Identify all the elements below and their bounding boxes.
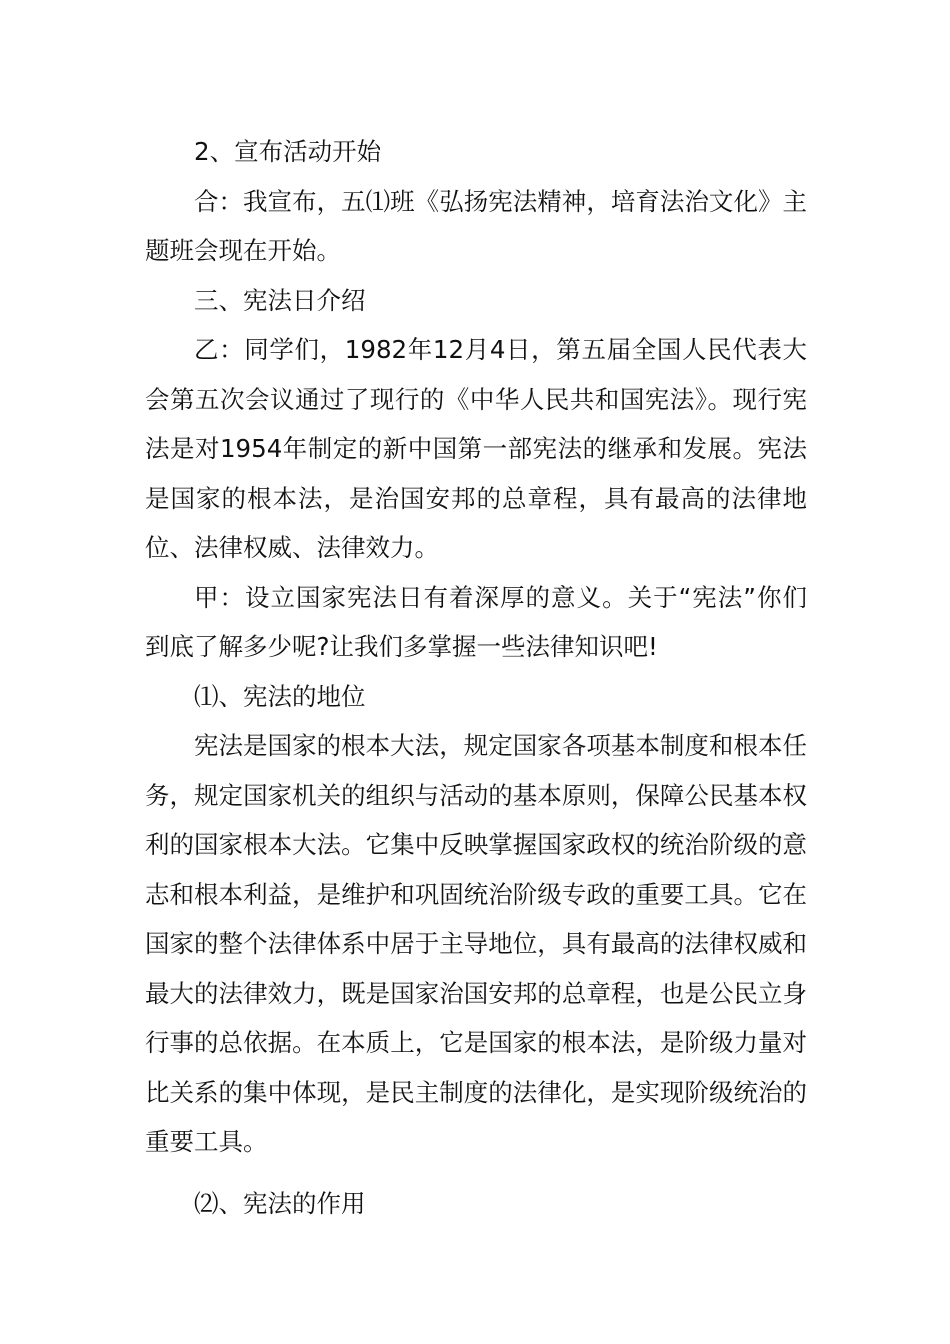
paragraph-significance: 甲：设立国家宪法日有着深厚的意义。关于“宪法”你们到底了解多少呢?让我们多掌握一些法律知识吧! bbox=[145, 582, 807, 661]
section-heading-constitution-day: 三、宪法日介绍 bbox=[194, 285, 366, 315]
paragraph-constitution-status: 宪法是国家的根本大法，规定国家各项基本制度和根本任务，规定国家机关的组织与活动的基本原则，保障公民基本权利的国家根本大法。它集中反映掌握国家政权的统治阶级的意志和根本利益，是维护和巩固统治阶级专政的重要工具。它在国家的整个法律体系中居于主导地位，具有最高的法律权威和最大的法律效力，既是国家治国安邦的总章程，也是公民立身行事的总依据。在本质上，它是国家的根本法，是阶级力量对比关系的集中体现，是民主制度的法律化，是实现阶级统治的重要工具。 bbox=[145, 731, 807, 1156]
subheading-constitution-role: ⑵、宪法的作用 bbox=[194, 1188, 366, 1218]
subheading-constitution-status: ⑴、宪法的地位 bbox=[194, 681, 366, 711]
section-heading-announce-start: 2、宣布活动开始 bbox=[194, 137, 382, 166]
paragraph-announcement: 合：我宣布，五⑴班《弘扬宪法精神，培育法治文化》主题班会现在开始。 bbox=[145, 186, 807, 265]
document-body bbox=[145, 127, 807, 1228]
paragraph-constitution-history: 乙：同学们，1982年12月4日，第五届全国人民代表大会第五次会议通过了现行的《中华人民共和国宪法》。现行宪法是对1954年制定的新中国第一部宪法的继承和发展。宪法是国家的根本法，是治国安邦的总章程，具有最高的法律地位、法律权威、法律效力。 bbox=[145, 335, 807, 562]
